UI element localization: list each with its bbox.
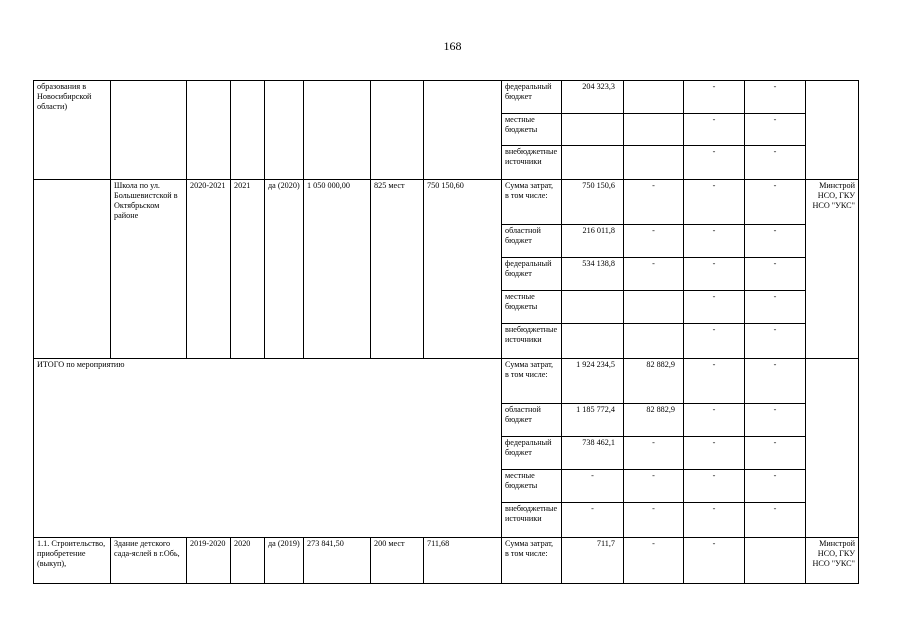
table-row — [34, 81, 859, 114]
expertise-cell: да (2020) — [265, 180, 304, 359]
value-cell — [624, 114, 684, 146]
budget-table — [33, 80, 859, 584]
value-cell: 82 882,9 — [624, 359, 684, 404]
value-cell: - — [745, 180, 806, 225]
value-cell: 204 323,3 — [562, 81, 624, 114]
source-cell: внебюджетные источники — [502, 324, 562, 359]
name-cell: Школа по ул. Большевистской в Октябрьском районе — [111, 180, 187, 359]
value-cell: 711,7 — [562, 538, 624, 584]
value-cell: 750 150,6 — [562, 180, 624, 225]
source-cell: местные бюджеты — [502, 114, 562, 146]
value-cell: - — [562, 503, 624, 538]
period-cell: 2020-2021 — [187, 180, 231, 359]
value-cell: - — [684, 180, 745, 225]
value-cell: - — [745, 324, 806, 359]
page-number: 168 — [443, 39, 462, 53]
table-row — [34, 180, 859, 225]
estimate-cell — [424, 81, 502, 180]
executor-cell: Минстрой НСО, ГКУ НСО "УКС" — [806, 538, 859, 584]
value-cell: 738 462,1 — [562, 437, 624, 470]
value-cell: - — [745, 437, 806, 470]
source-cell: местные бюджеты — [502, 470, 562, 503]
value-cell — [624, 146, 684, 180]
value-cell: - — [684, 359, 745, 404]
period-cell: 2019-2020 — [187, 538, 231, 584]
value-cell — [562, 114, 624, 146]
source-cell: внебюджетные источники — [502, 503, 562, 538]
value-cell: - — [684, 114, 745, 146]
value-cell — [624, 324, 684, 359]
object-cell: образования в Новосибирской области) — [34, 81, 111, 180]
value-cell: - — [745, 114, 806, 146]
value-cell: - — [745, 470, 806, 503]
value-cell: - — [684, 503, 745, 538]
value-cell: 82 882,9 — [624, 404, 684, 437]
expertise-cell: да (2019) — [265, 538, 304, 584]
estimate-cell: 750 150,60 — [424, 180, 502, 359]
value-cell: - — [684, 470, 745, 503]
value-cell: - — [745, 503, 806, 538]
source-cell: областной бюджет — [502, 225, 562, 258]
name-cell — [111, 81, 187, 180]
source-cell: местные бюджеты — [502, 291, 562, 324]
value-cell: 534 138,8 — [562, 258, 624, 291]
source-cell: федеральный бюджет — [502, 258, 562, 291]
value-cell — [562, 291, 624, 324]
value-cell: - — [624, 437, 684, 470]
total-row — [34, 359, 859, 404]
source-cell: федеральный бюджет — [502, 437, 562, 470]
value-cell: - — [562, 470, 624, 503]
object-cell: 1.1. Строительство, приобретение (выкуп), — [34, 538, 111, 584]
value-cell: - — [745, 81, 806, 114]
year-cell — [231, 81, 265, 180]
value-cell: - — [624, 503, 684, 538]
source-cell: Сумма затрат, в том числе: — [502, 538, 562, 584]
value-cell: - — [684, 258, 745, 291]
expertise-cell — [265, 81, 304, 180]
value-cell: - — [745, 404, 806, 437]
value-cell: - — [745, 291, 806, 324]
value-cell: - — [745, 258, 806, 291]
value-cell: - — [684, 225, 745, 258]
value-cell: - — [684, 404, 745, 437]
year-cell: 2021 — [231, 180, 265, 359]
value-cell: - — [624, 225, 684, 258]
value-cell: 1 924 234,5 — [562, 359, 624, 404]
total-label: ИТОГО по мероприятию — [34, 359, 502, 538]
source-cell: Сумма затрат, в том числе: — [502, 180, 562, 225]
value-cell — [562, 324, 624, 359]
table-row — [34, 538, 859, 584]
value-cell: - — [684, 437, 745, 470]
value-cell — [624, 291, 684, 324]
name-cell: Здание детского сада-яслей в г.Обь, — [111, 538, 187, 584]
value-cell: - — [624, 258, 684, 291]
object-cell — [34, 180, 111, 359]
value-cell: - — [624, 180, 684, 225]
value-cell: - — [684, 291, 745, 324]
period-cell — [187, 81, 231, 180]
value-cell: - — [745, 225, 806, 258]
executor-cell — [806, 81, 859, 180]
value-cell: - — [684, 324, 745, 359]
executor-cell — [806, 359, 859, 538]
capacity-cell — [371, 81, 424, 180]
cost-cell: 1 050 000,00 — [304, 180, 371, 359]
cost-cell — [304, 81, 371, 180]
value-cell: - — [745, 146, 806, 180]
value-cell: - — [684, 538, 745, 584]
value-cell: - — [745, 359, 806, 404]
value-cell: - — [684, 146, 745, 180]
value-cell — [624, 81, 684, 114]
value-cell: 1 185 772,4 — [562, 404, 624, 437]
value-cell — [745, 538, 806, 584]
source-cell: федеральный бюджет — [502, 81, 562, 114]
estimate-cell: 711,68 — [424, 538, 502, 584]
source-cell: Сумма затрат, в том числе: — [502, 359, 562, 404]
value-cell — [562, 146, 624, 180]
year-cell: 2020 — [231, 538, 265, 584]
source-cell: внебюджетные источники — [502, 146, 562, 180]
value-cell: - — [684, 81, 745, 114]
capacity-cell: 200 мест — [371, 538, 424, 584]
source-cell: областной бюджет — [502, 404, 562, 437]
executor-cell: Минстрой НСО, ГКУ НСО "УКС" — [806, 180, 859, 359]
value-cell: - — [624, 470, 684, 503]
cost-cell: 273 841,50 — [304, 538, 371, 584]
capacity-cell: 825 мест — [371, 180, 424, 359]
value-cell: - — [624, 538, 684, 584]
value-cell: 216 011,8 — [562, 225, 624, 258]
